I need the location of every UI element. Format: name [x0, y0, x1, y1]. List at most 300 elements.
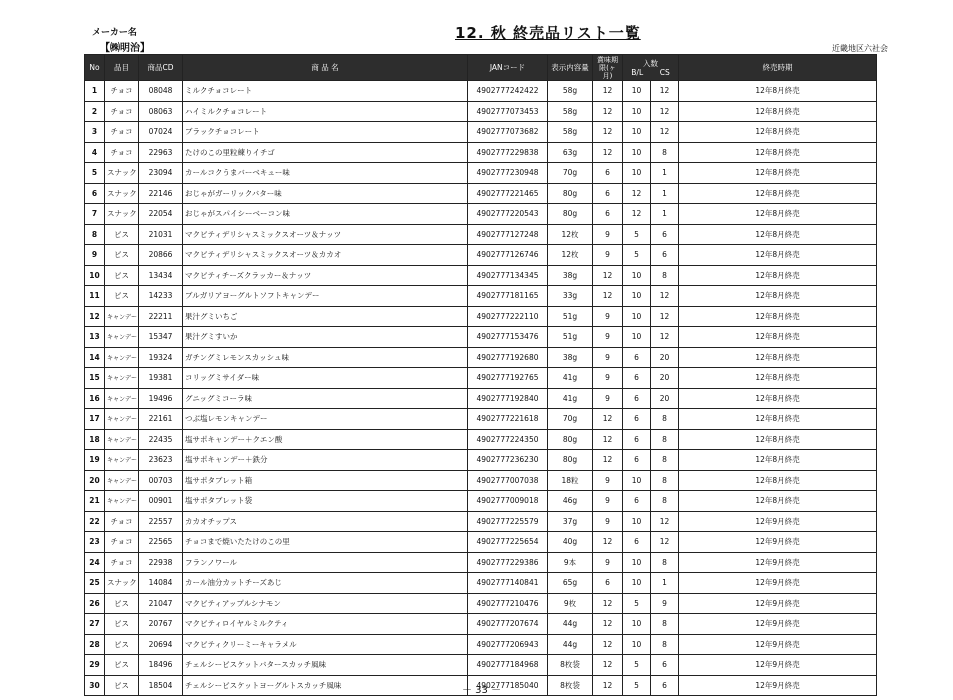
- row-content: 8枚袋: [548, 655, 593, 676]
- row-name: マクビティデリシャスミックスオーツ＆カカオ: [183, 245, 468, 266]
- row-end: 12年9月終売: [679, 511, 877, 532]
- row-no: 27: [85, 614, 105, 635]
- row-content: 44g: [548, 634, 593, 655]
- row-bl: 10: [623, 306, 651, 327]
- row-bl: 10: [623, 122, 651, 143]
- row-code: 22557: [139, 511, 183, 532]
- row-no: 20: [85, 470, 105, 491]
- row-code: 22435: [139, 429, 183, 450]
- row-content: 41g: [548, 388, 593, 409]
- row-category: チョコ: [105, 122, 139, 143]
- row-category: ビス: [105, 614, 139, 635]
- row-name: 塩サポタブレット箱: [183, 470, 468, 491]
- row-bl: 10: [623, 470, 651, 491]
- row-end: 12年8月終売: [679, 347, 877, 368]
- row-end: 12年8月終売: [679, 265, 877, 286]
- row-end: 12年9月終売: [679, 552, 877, 573]
- row-content: 80g: [548, 429, 593, 450]
- row-end: 12年9月終売: [679, 675, 877, 696]
- row-bl: 10: [623, 142, 651, 163]
- row-name: 塩サポキャンデー＋クエン酸: [183, 429, 468, 450]
- row-no: 24: [85, 552, 105, 573]
- row-shelf-life: 12: [593, 532, 623, 553]
- row-bl: 5: [623, 655, 651, 676]
- table-row: [85, 245, 877, 266]
- row-end: 12年9月終売: [679, 634, 877, 655]
- row-category: チョコ: [105, 81, 139, 102]
- table-row: [85, 470, 877, 491]
- row-content: 51g: [548, 327, 593, 348]
- row-shelf-life: 6: [593, 204, 623, 225]
- col-header-cs: CS: [659, 67, 670, 77]
- row-category: キャンデー: [105, 388, 139, 409]
- row-cs: 12: [651, 532, 679, 553]
- row-bl: 10: [623, 265, 651, 286]
- row-end: 12年8月終売: [679, 224, 877, 245]
- row-cs: 8: [651, 429, 679, 450]
- row-no: 10: [85, 265, 105, 286]
- row-name: チェルシービスケットヨーグルトスカッチ風味: [183, 675, 468, 696]
- row-no: 21: [85, 491, 105, 512]
- row-category: キャンデー: [105, 470, 139, 491]
- row-content: 63g: [548, 142, 593, 163]
- col-header-jan: JANコード: [468, 55, 548, 81]
- row-cs: 6: [651, 245, 679, 266]
- area-label: 近畿地区六社会: [832, 44, 888, 53]
- row-end: 12年8月終売: [679, 204, 877, 225]
- row-content: 33g: [548, 286, 593, 307]
- row-code: 18504: [139, 675, 183, 696]
- table-row: [85, 265, 877, 286]
- row-bl: 10: [623, 511, 651, 532]
- row-content: 40g: [548, 532, 593, 553]
- table-row: [85, 101, 877, 122]
- row-name: おじゃがスパイシーベーコン味: [183, 204, 468, 225]
- row-bl: 10: [623, 81, 651, 102]
- row-jan: 4902777192765: [468, 368, 548, 389]
- row-no: 25: [85, 573, 105, 594]
- table-row: [85, 429, 877, 450]
- row-category: チョコ: [105, 552, 139, 573]
- table-row: [85, 142, 877, 163]
- row-end: 12年8月終売: [679, 470, 877, 491]
- row-shelf-life: 9: [593, 511, 623, 532]
- row-code: 19381: [139, 368, 183, 389]
- col-header-end: 終売時期: [679, 55, 877, 81]
- row-bl: 10: [623, 163, 651, 184]
- row-content: 38g: [548, 347, 593, 368]
- table-row: [85, 347, 877, 368]
- row-bl: 6: [623, 450, 651, 471]
- row-category: キャンデー: [105, 306, 139, 327]
- row-name: カール油分カットチーズあじ: [183, 573, 468, 594]
- row-bl: 6: [623, 429, 651, 450]
- row-code: 20767: [139, 614, 183, 635]
- row-code: 00901: [139, 491, 183, 512]
- row-no: 7: [85, 204, 105, 225]
- col-header-name: 商 品 名: [183, 55, 468, 81]
- row-jan: 4902777134345: [468, 265, 548, 286]
- row-no: 11: [85, 286, 105, 307]
- row-content: 80g: [548, 450, 593, 471]
- row-content: 44g: [548, 614, 593, 635]
- row-category: キャンデー: [105, 368, 139, 389]
- row-cs: 8: [651, 142, 679, 163]
- row-code: 22938: [139, 552, 183, 573]
- row-content: 18粒: [548, 470, 593, 491]
- row-category: キャンデー: [105, 491, 139, 512]
- row-category: ビス: [105, 593, 139, 614]
- table-row: [85, 388, 877, 409]
- row-end: 12年8月終売: [679, 306, 877, 327]
- row-no: 4: [85, 142, 105, 163]
- col-header-code: 商品CD: [139, 55, 183, 81]
- row-content: 12枚: [548, 245, 593, 266]
- table-row: [85, 614, 877, 635]
- row-name: ガチングミレモンスカッシュ味: [183, 347, 468, 368]
- row-bl: 5: [623, 224, 651, 245]
- row-end: 12年8月終売: [679, 409, 877, 430]
- row-code: 14084: [139, 573, 183, 594]
- row-bl: 10: [623, 552, 651, 573]
- row-end: 12年9月終売: [679, 532, 877, 553]
- row-cs: 12: [651, 122, 679, 143]
- row-end: 12年8月終売: [679, 388, 877, 409]
- col-header-shelf-life: 賞味期限(ヶ月): [593, 55, 623, 81]
- row-code: 20866: [139, 245, 183, 266]
- row-category: キャンデー: [105, 450, 139, 471]
- row-jan: 4902777153476: [468, 327, 548, 348]
- row-jan: 4902777221465: [468, 183, 548, 204]
- table-row: [85, 532, 877, 553]
- row-code: 18496: [139, 655, 183, 676]
- row-end: 12年9月終売: [679, 593, 877, 614]
- row-name: チェルシービスケットバタースカッチ風味: [183, 655, 468, 676]
- row-shelf-life: 12: [593, 655, 623, 676]
- row-no: 23: [85, 532, 105, 553]
- row-cs: 6: [651, 655, 679, 676]
- row-content: 12枚: [548, 224, 593, 245]
- row-shelf-life: 12: [593, 81, 623, 102]
- row-shelf-life: 12: [593, 142, 623, 163]
- row-cs: 1: [651, 163, 679, 184]
- row-no: 29: [85, 655, 105, 676]
- row-category: スナック: [105, 204, 139, 225]
- row-category: キャンデー: [105, 429, 139, 450]
- row-category: ビス: [105, 655, 139, 676]
- row-no: 1: [85, 81, 105, 102]
- row-code: 08063: [139, 101, 183, 122]
- row-name: 塩サポキャンデー＋鉄分: [183, 450, 468, 471]
- row-category: チョコ: [105, 532, 139, 553]
- row-content: 41g: [548, 368, 593, 389]
- row-no: 17: [85, 409, 105, 430]
- table-row: [85, 204, 877, 225]
- row-end: 12年8月終売: [679, 81, 877, 102]
- row-bl: 5: [623, 593, 651, 614]
- table-header-row: [85, 55, 877, 81]
- row-jan: 4902777073682: [468, 122, 548, 143]
- row-bl: 5: [623, 245, 651, 266]
- table-row: [85, 655, 877, 676]
- row-cs: 8: [651, 491, 679, 512]
- page-title: 12. 秋 終売品リスト一覧: [455, 24, 641, 42]
- row-jan: 4902777206943: [468, 634, 548, 655]
- row-jan: 4902777230948: [468, 163, 548, 184]
- row-no: 15: [85, 368, 105, 389]
- row-bl: 10: [623, 573, 651, 594]
- row-category: ビス: [105, 675, 139, 696]
- row-no: 6: [85, 183, 105, 204]
- row-name: ミルクチョコレート: [183, 81, 468, 102]
- col-header-qty: [623, 55, 679, 81]
- page-number: － 33 －: [462, 685, 502, 696]
- table-row: [85, 573, 877, 594]
- row-cs: 8: [651, 409, 679, 430]
- row-jan: 4902777229838: [468, 142, 548, 163]
- row-code: 22146: [139, 183, 183, 204]
- row-shelf-life: 9: [593, 245, 623, 266]
- row-bl: 6: [623, 347, 651, 368]
- row-cs: 12: [651, 101, 679, 122]
- row-name: マクビティロイヤルミルクティ: [183, 614, 468, 635]
- table-row: [85, 122, 877, 143]
- row-content: 9枚: [548, 593, 593, 614]
- row-name: ブルガリアヨーグルトソフトキャンデー: [183, 286, 468, 307]
- row-code: 22161: [139, 409, 183, 430]
- row-no: 30: [85, 675, 105, 696]
- row-no: 22: [85, 511, 105, 532]
- row-code: 07024: [139, 122, 183, 143]
- row-shelf-life: 12: [593, 675, 623, 696]
- row-jan: 4902777192680: [468, 347, 548, 368]
- row-bl: 6: [623, 409, 651, 430]
- row-category: スナック: [105, 183, 139, 204]
- row-cs: 20: [651, 347, 679, 368]
- row-jan: 4902777221618: [468, 409, 548, 430]
- discontinued-products-table: [84, 54, 877, 696]
- row-end: 12年9月終売: [679, 655, 877, 676]
- row-cs: 9: [651, 593, 679, 614]
- table-row: [85, 491, 877, 512]
- row-cs: 8: [651, 614, 679, 635]
- row-cs: 6: [651, 224, 679, 245]
- row-jan: 4902777192840: [468, 388, 548, 409]
- row-name: フランノワール: [183, 552, 468, 573]
- row-jan: 4902777229386: [468, 552, 548, 573]
- row-content: 58g: [548, 101, 593, 122]
- row-content: 58g: [548, 122, 593, 143]
- row-name: ハイミルクチョコレート: [183, 101, 468, 122]
- row-shelf-life: 9: [593, 368, 623, 389]
- col-header-content: 表示内容量: [548, 55, 593, 81]
- table-body: [85, 81, 877, 696]
- row-code: 22211: [139, 306, 183, 327]
- table-row: [85, 81, 877, 102]
- row-jan: 4902777007038: [468, 470, 548, 491]
- table-row: [85, 552, 877, 573]
- row-name: マクビティデリシャスミックスオーツ＆ナッツ: [183, 224, 468, 245]
- col-header-no: No: [85, 55, 105, 81]
- row-no: 28: [85, 634, 105, 655]
- row-end: 12年8月終売: [679, 122, 877, 143]
- row-jan: 4902777225579: [468, 511, 548, 532]
- row-shelf-life: 9: [593, 470, 623, 491]
- table-row: [85, 163, 877, 184]
- row-name: おじゃがガーリックバター味: [183, 183, 468, 204]
- row-jan: 4902777220543: [468, 204, 548, 225]
- row-cs: 1: [651, 204, 679, 225]
- table-row: [85, 511, 877, 532]
- row-end: 12年9月終売: [679, 614, 877, 635]
- row-name: コリッグミサイダー味: [183, 368, 468, 389]
- row-jan: 4902777073453: [468, 101, 548, 122]
- row-name: 塩サポタブレット袋: [183, 491, 468, 512]
- row-cs: 8: [651, 470, 679, 491]
- row-category: キャンデー: [105, 327, 139, 348]
- row-content: 70g: [548, 409, 593, 430]
- row-content: 58g: [548, 81, 593, 102]
- row-shelf-life: 9: [593, 224, 623, 245]
- col-header-category: 品目: [105, 55, 139, 81]
- row-jan: 4902777224350: [468, 429, 548, 450]
- row-cs: 8: [651, 552, 679, 573]
- row-content: 46g: [548, 491, 593, 512]
- row-name: マクビティアップルシナモン: [183, 593, 468, 614]
- row-end: 12年9月終売: [679, 573, 877, 594]
- row-category: ビス: [105, 634, 139, 655]
- row-cs: 20: [651, 388, 679, 409]
- row-end: 12年8月終売: [679, 101, 877, 122]
- row-category: ビス: [105, 245, 139, 266]
- row-shelf-life: 9: [593, 306, 623, 327]
- row-end: 12年8月終売: [679, 429, 877, 450]
- row-category: キャンデー: [105, 347, 139, 368]
- maker-label: メーカー名: [92, 28, 137, 38]
- row-category: チョコ: [105, 142, 139, 163]
- row-category: ビス: [105, 265, 139, 286]
- row-content: 38g: [548, 265, 593, 286]
- row-jan: 4902777184968: [468, 655, 548, 676]
- row-bl: 6: [623, 368, 651, 389]
- row-bl: 5: [623, 675, 651, 696]
- row-end: 12年8月終売: [679, 286, 877, 307]
- maker-name: 【㈱明治】: [100, 43, 150, 54]
- table-row: [85, 409, 877, 430]
- row-name: カカオチップス: [183, 511, 468, 532]
- row-bl: 10: [623, 614, 651, 635]
- row-shelf-life: 6: [593, 183, 623, 204]
- row-no: 2: [85, 101, 105, 122]
- row-jan: 4902777140841: [468, 573, 548, 594]
- row-jan: 4902777181165: [468, 286, 548, 307]
- row-no: 9: [85, 245, 105, 266]
- row-code: 14233: [139, 286, 183, 307]
- row-content: 8枚袋: [548, 675, 593, 696]
- row-shelf-life: 12: [593, 122, 623, 143]
- row-code: 08048: [139, 81, 183, 102]
- row-shelf-life: 12: [593, 429, 623, 450]
- row-jan: 4902777009018: [468, 491, 548, 512]
- row-cs: 8: [651, 450, 679, 471]
- row-bl: 10: [623, 634, 651, 655]
- row-category: スナック: [105, 163, 139, 184]
- row-category: ビス: [105, 224, 139, 245]
- row-cs: 12: [651, 511, 679, 532]
- row-shelf-life: 12: [593, 634, 623, 655]
- row-content: 51g: [548, 306, 593, 327]
- row-name: 果汁グミいちご: [183, 306, 468, 327]
- row-end: 12年8月終売: [679, 368, 877, 389]
- row-shelf-life: 12: [593, 101, 623, 122]
- col-header-bl: B/L: [631, 67, 644, 77]
- row-cs: 12: [651, 327, 679, 348]
- row-cs: 12: [651, 306, 679, 327]
- row-shelf-life: 12: [593, 450, 623, 471]
- row-shelf-life: 12: [593, 409, 623, 430]
- row-end: 12年8月終売: [679, 183, 877, 204]
- table-row: [85, 286, 877, 307]
- row-name: ブラックチョコレート: [183, 122, 468, 143]
- row-end: 12年8月終売: [679, 245, 877, 266]
- row-bl: 10: [623, 327, 651, 348]
- row-jan: 4902777225654: [468, 532, 548, 553]
- row-shelf-life: 12: [593, 286, 623, 307]
- row-end: 12年8月終売: [679, 491, 877, 512]
- row-code: 19496: [139, 388, 183, 409]
- row-code: 22963: [139, 142, 183, 163]
- row-content: 80g: [548, 183, 593, 204]
- row-bl: 12: [623, 183, 651, 204]
- row-category: ビス: [105, 286, 139, 307]
- row-content: 80g: [548, 204, 593, 225]
- row-shelf-life: 9: [593, 388, 623, 409]
- row-name: チョコまで焼いたたけのこの里: [183, 532, 468, 553]
- table-row: [85, 183, 877, 204]
- row-category: スナック: [105, 573, 139, 594]
- row-name: カールコクうまバーベキュー味: [183, 163, 468, 184]
- row-cs: 8: [651, 265, 679, 286]
- row-name: たけのこの里粒練りイチゴ: [183, 142, 468, 163]
- row-shelf-life: 9: [593, 327, 623, 348]
- row-jan: 4902777222110: [468, 306, 548, 327]
- row-no: 19: [85, 450, 105, 471]
- row-code: 15347: [139, 327, 183, 348]
- row-content: 37g: [548, 511, 593, 532]
- row-shelf-life: 12: [593, 593, 623, 614]
- qty-label: 入数: [643, 58, 658, 68]
- row-shelf-life: 6: [593, 163, 623, 184]
- row-code: 13434: [139, 265, 183, 286]
- row-jan: 4902777242422: [468, 81, 548, 102]
- row-content: 9本: [548, 552, 593, 573]
- row-no: 16: [85, 388, 105, 409]
- qty-sub-labels: [623, 68, 678, 77]
- table-row: [85, 327, 877, 348]
- row-no: 5: [85, 163, 105, 184]
- row-cs: 1: [651, 573, 679, 594]
- row-code: 21047: [139, 593, 183, 614]
- row-no: 14: [85, 347, 105, 368]
- row-jan: 4902777236230: [468, 450, 548, 471]
- row-cs: 12: [651, 81, 679, 102]
- row-end: 12年8月終売: [679, 142, 877, 163]
- row-code: 23094: [139, 163, 183, 184]
- row-cs: 20: [651, 368, 679, 389]
- row-no: 13: [85, 327, 105, 348]
- row-bl: 6: [623, 491, 651, 512]
- table-row: [85, 224, 877, 245]
